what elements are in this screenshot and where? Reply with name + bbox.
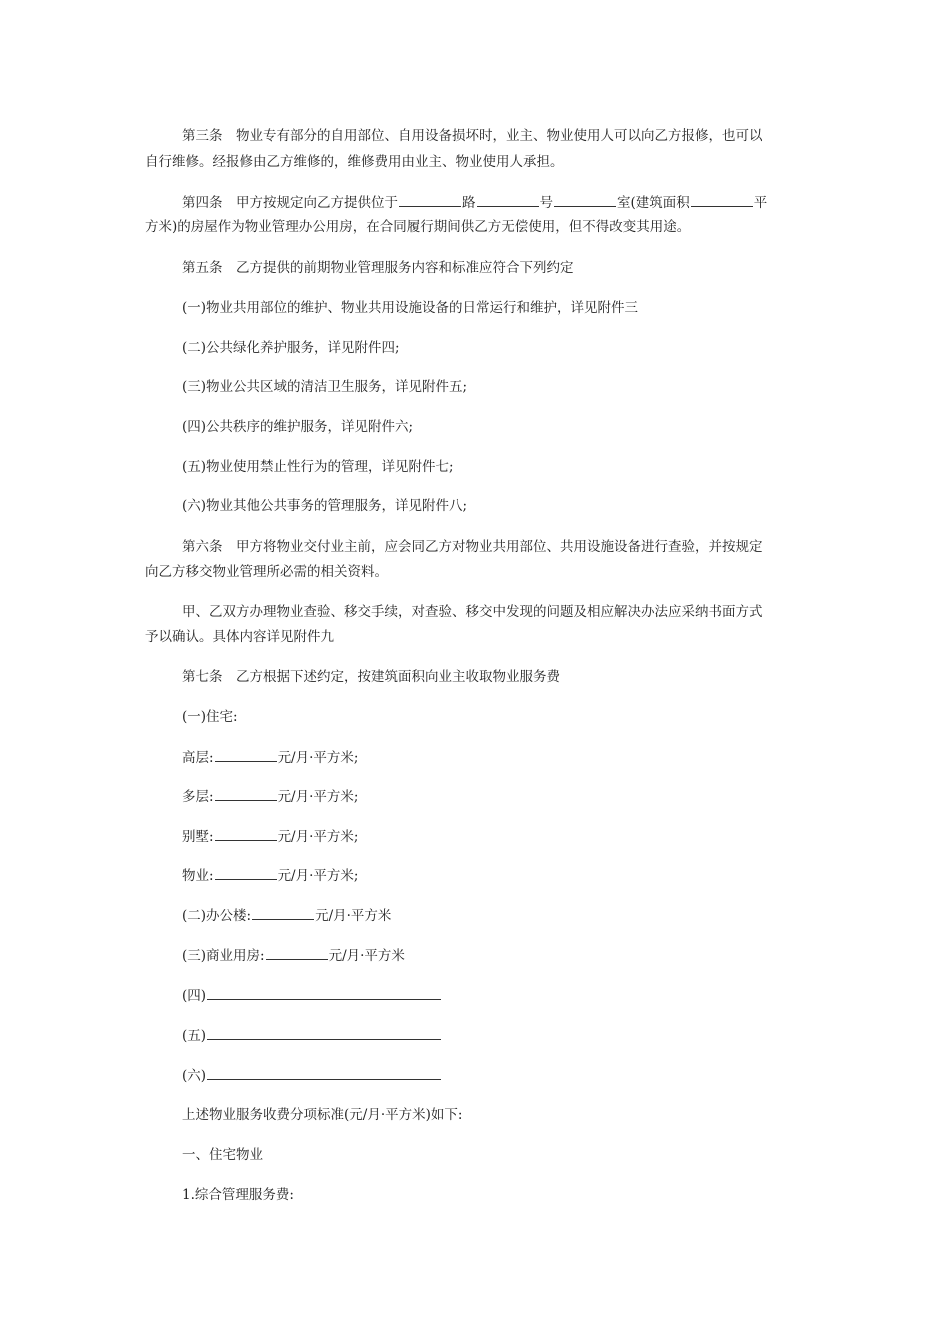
article-5-item-2: (二)公共绿化养护服务，详见附件四; bbox=[182, 340, 400, 356]
commercial-fee-blank[interactable] bbox=[266, 946, 328, 960]
fee-office: (二)办公楼: 元/月·平方米 bbox=[182, 908, 392, 924]
room-blank[interactable] bbox=[554, 193, 616, 207]
article-3-line-1: 第三条 物业专有部分的自用部位、自用设备损坏时，业主、物业使用人可以向乙方报修，也可以 bbox=[182, 128, 763, 144]
residential-heading: (一)住宅: bbox=[182, 709, 238, 725]
fee-highrise: 高层: 元/月·平方米; bbox=[182, 750, 359, 766]
road-blank[interactable] bbox=[399, 193, 461, 207]
handover-paragraph-line-2: 予以确认。具体内容详见附件九 bbox=[145, 629, 334, 645]
fee-commercial: (三)商业用房: 元/月·平方米 bbox=[182, 948, 405, 964]
article-5-item-4: (四)公共秩序的维护服务，详见附件六; bbox=[182, 419, 414, 435]
article-7: 第七条 乙方根据下述约定，按建筑面积向业主收取物业服务费 bbox=[182, 669, 560, 685]
article-5-item-1: (一)物业共用部位的维护、物业共用设施设备的日常运行和维护，详见附件三 bbox=[182, 300, 639, 316]
highrise-fee-blank[interactable] bbox=[215, 748, 277, 762]
item-6-blank[interactable] bbox=[207, 1066, 441, 1080]
villa-fee-blank[interactable] bbox=[215, 827, 277, 841]
fee-multistory: 多层: 元/月·平方米; bbox=[182, 789, 359, 805]
office-fee-blank[interactable] bbox=[252, 906, 314, 920]
item-5-blank[interactable] bbox=[207, 1026, 441, 1040]
handover-paragraph-line-1: 甲、乙双方办理物业查验、移交手续，对查验、移交中发现的问题及相应解决办法应采纳书面方式 bbox=[182, 604, 763, 620]
property-fee-blank[interactable] bbox=[215, 866, 277, 880]
item-4-blank[interactable] bbox=[207, 986, 441, 1000]
article-3-line-2: 自行维修。经报修由乙方维修的，维修费用由业主、物业使用人承担。 bbox=[145, 154, 564, 170]
article-4-line-1: 第四条 甲方按规定向乙方提供位于 路 号 室(建筑面积 平 bbox=[182, 195, 768, 211]
article-5-item-3: (三)物业公共区域的清洁卫生服务，详见附件五; bbox=[182, 379, 468, 395]
fee-breakdown-heading: 上述物业服务收费分项标准(元/月·平方米)如下: bbox=[182, 1107, 463, 1123]
area-blank[interactable] bbox=[691, 193, 753, 207]
article-4-line-2: 方米)的房屋作为物业管理办公用房，在合同履行期间供乙方无偿使用，但不得改变其用途。 bbox=[145, 219, 691, 235]
article-5: 第五条 乙方提供的前期物业管理服务内容和标准应符合下列约定 bbox=[182, 260, 574, 276]
article-5-item-5: (五)物业使用禁止性行为的管理，详见附件七; bbox=[182, 459, 454, 475]
fee-property: 物业: 元/月·平方米; bbox=[182, 868, 359, 884]
residential-property-heading: 一、住宅物业 bbox=[182, 1147, 263, 1163]
fee-item-6: (六) bbox=[182, 1066, 442, 1085]
article-6-line-2: 向乙方移交物业管理所必需的相关资料。 bbox=[145, 564, 388, 580]
fee-item-5: (五) bbox=[182, 1026, 442, 1045]
number-blank[interactable] bbox=[477, 193, 539, 207]
multistory-fee-blank[interactable] bbox=[215, 787, 277, 801]
management-fee-heading: 1.综合管理服务费: bbox=[182, 1187, 294, 1203]
fee-item-4: (四) bbox=[182, 986, 442, 1005]
fee-villa: 别墅: 元/月·平方米; bbox=[182, 829, 359, 845]
article-5-item-6: (六)物业其他公共事务的管理服务，详见附件八; bbox=[182, 498, 468, 514]
article-6-line-1: 第六条 甲方将物业交付业主前，应会同乙方对物业共用部位、共用设施设备进行查验，并按规定 bbox=[182, 539, 763, 555]
